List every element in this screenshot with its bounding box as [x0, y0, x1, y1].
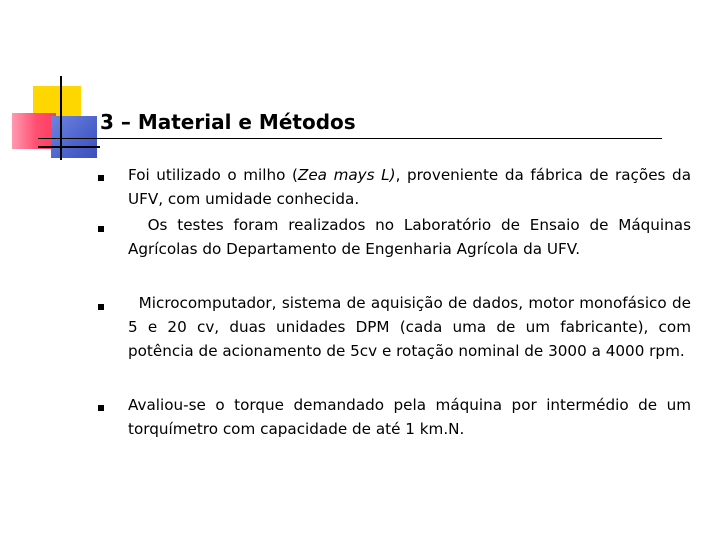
bullet-item-equipamentos: Microcomputador, sistema de aquisição de dados, motor monofásico de 5 e 20 cv, duas unidades DPM (cada uma de um fabricante), com potência de acionamento de 5cv e rotação nominal de 3000 a 4000 rpm.	[128, 294, 696, 360]
bullet-item-milho	[128, 163, 691, 211]
bullet-item-torque: Avaliou-se o torque demandado pela máquina por intermédio de um torquímetro com capacidade de até 1 km.N.	[128, 396, 691, 438]
bullet-text: , proveniente da fábrica de rações da UFV, com umidade conhecida.	[128, 166, 691, 208]
bullet-marker	[98, 304, 104, 310]
bullet-marker	[98, 226, 104, 232]
slide-title: 3 – Material e Métodos	[100, 110, 356, 134]
bullet-marker	[98, 175, 104, 181]
bullet-item-laboratorio: Os testes foram realizados no Laboratório de Ensaio de Máquinas Agrícolas do Departamento de Engenharia Agrícola da UFV.	[128, 216, 696, 258]
bullet-marker	[98, 405, 104, 411]
bullet-italic-species: Zea mays L)	[297, 166, 396, 184]
bullet-text: Foi utilizado o milho (	[128, 166, 298, 184]
